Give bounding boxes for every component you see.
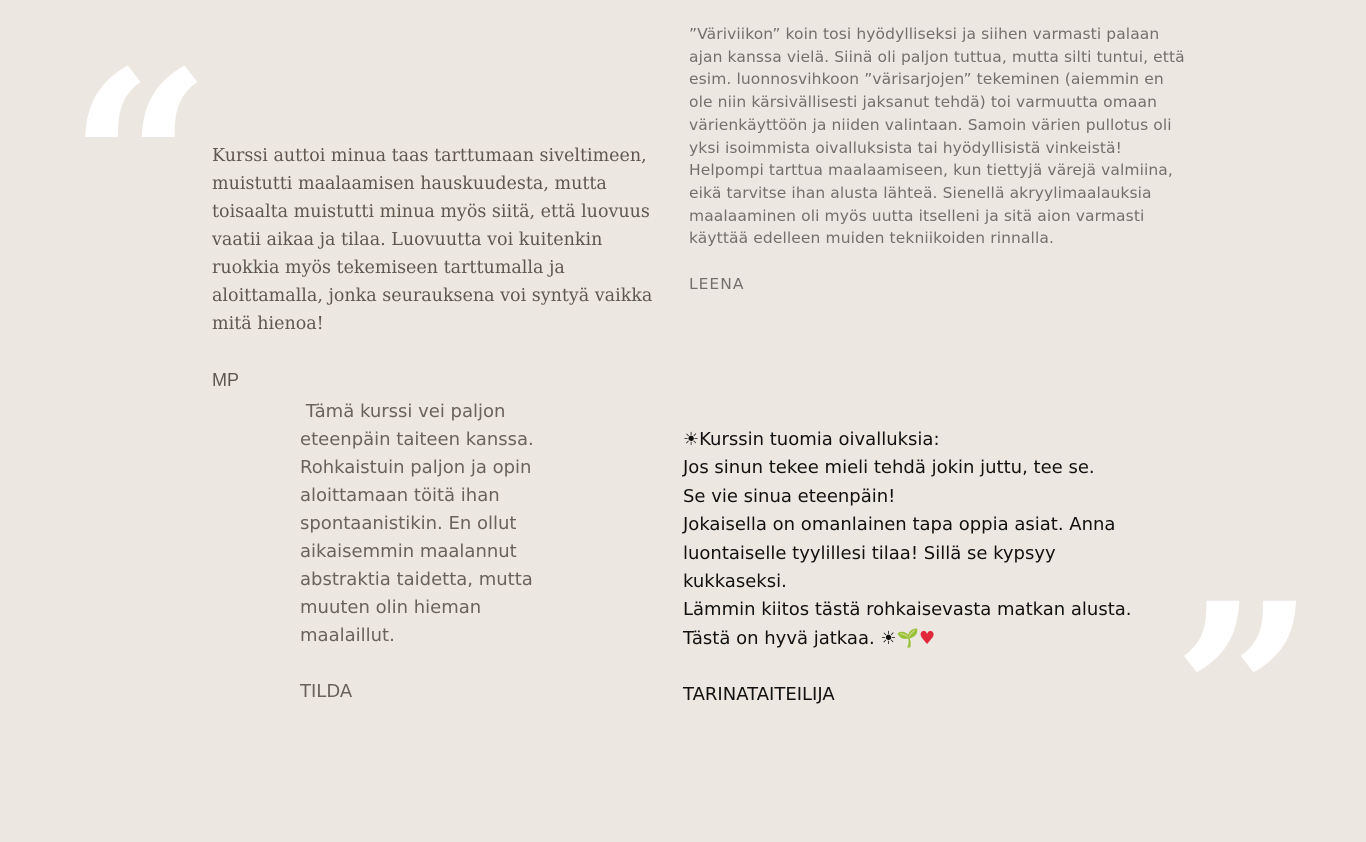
sprout-icon: 🌱: [896, 627, 919, 649]
closing-text: Lämmin kiitos tästä rohkaisevasta matkan alusta. Tästä on hyvä jatkaa.: [683, 599, 1132, 649]
heading-text: Kurssin tuomia oivalluksia:: [699, 429, 940, 450]
testimonial-leena: [689, 23, 1189, 296]
testimonial-author: TARINATAITEILIJA: [683, 684, 835, 706]
sun-icon: ☀: [880, 627, 897, 649]
testimonial-tilda: [300, 398, 545, 706]
testimonial-line: [683, 596, 1163, 653]
open-quote-icon: “: [68, 16, 212, 310]
testimonial-text: Kurssi auttoi minua taas tarttumaan siveltimeen, muistutti maalaamisen hauskuudesta, mutta toisaalta muistutti minua myös siitä, että luovuus vaatii aikaa ja tilaa. Luovuutta voi kuitenkin ruokkia myös tekemiseen tarttumalla ja aloittamalla, jonka seurauksena voi syntyä vaikka mitä hienoa!: [212, 146, 653, 334]
testimonial-author: LEENA: [689, 275, 745, 294]
testimonial-author: TILDA: [300, 681, 353, 702]
testimonial-heading: [683, 426, 1163, 454]
heart-icon: ♥: [918, 627, 936, 649]
testimonial-text: Tämä kurssi vei paljon eteenpäin taiteen kanssa. Rohkaistuin paljon ja opin aloittamaan töitä ihan spontaanistikin. En ollut aikaisemmin maalannut abstraktia taidetta, mutta muuten olin hieman maalaillut.: [300, 401, 540, 646]
close-quote-icon: ”: [1172, 548, 1316, 842]
testimonial-line: Se vie sinua eteenpäin!: [683, 485, 896, 507]
testimonial-tarinataiteilija: [683, 426, 1163, 710]
testimonial-line: Jokaisella on omanlainen tapa oppia asiat. Anna luontaiselle tyylillesi tilaa! Sillä se kypsyy kukkaseksi.: [683, 514, 1116, 593]
testimonial-line: Jos sinun tekee mieli tehdä jokin juttu, tee se.: [683, 457, 1095, 479]
testimonial-mp: [212, 142, 662, 394]
sun-icon: ☀: [683, 429, 700, 450]
testimonial-text: ”Väriviikon” koin tosi hyödylliseksi ja siihen varmasti palaan ajan kanssa vielä. Siinä oli paljon tuttua, mutta silti tuntui, että esim. luonnosvihkoon ”värisarjojen” tekeminen (aiemmin en ole niin kärsivällisesti jaksanut tehdä) toi varmuutta omaan värienkäyttöön ja niiden valintaan. Samoin värien pullotus oli yksi isoimmista oivalluksista tai hyödyllisistä vinkeistä! Helpompi tarttua maalaamiseen, kun tiettyjä värejä valmiina, eikä tarvitse ihan alusta lähteä. Sienellä akryylimaalauksia maalaaminen oli myös uutta itselleni ja sitä aion varmasti käyttää edelleen muiden tekniikoiden rinnalla.: [689, 25, 1185, 248]
testimonial-author: MP: [212, 370, 239, 390]
